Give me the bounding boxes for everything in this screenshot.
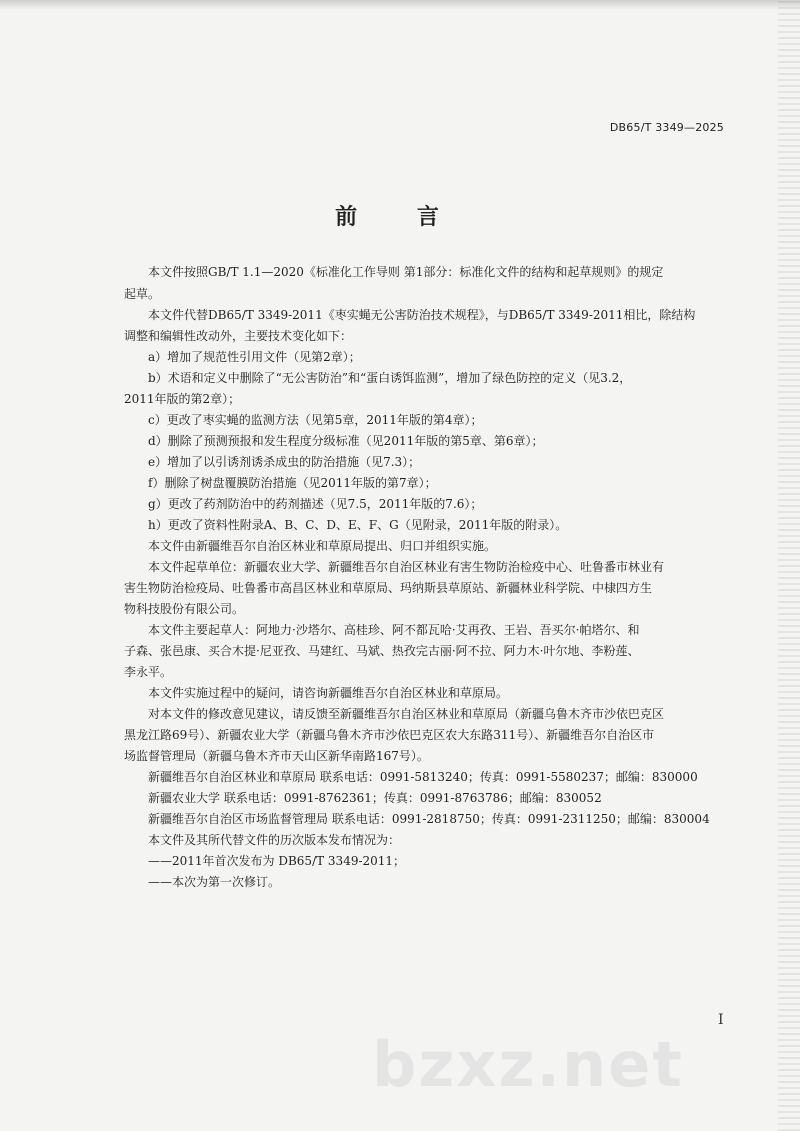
foreword-line: h）更改了资料性附录A、B、C、D、E、F、G（见附录，2011年版的附录）。 <box>148 518 568 532</box>
foreword-line: ——2011年首次发布为 DB65/T 3349-2011； <box>148 854 406 868</box>
foreword-line: 2011年版的第2章）； <box>124 392 241 406</box>
foreword-line: 本文件按照GB/T 1.1—2020《标准化工作导则 第1部分：标准化文件的结构和起草规则》的规定 <box>148 265 664 279</box>
scan-edge-right <box>778 0 800 1131</box>
page-number: I <box>718 1012 724 1028</box>
foreword-line: 害生物防治检疫局、吐鲁番市高昌区林业和草原局、玛纳斯县草原站、新疆林业科学院、中棣四方生 <box>124 581 653 595</box>
foreword-line: d）删除了预测预报和发生程度分级标准（见2011年版的第5章、第6章）； <box>148 434 544 448</box>
foreword-line: 新疆维吾尔自治区市场监督管理局 联系电话：0991-2818750；传真：0991-2311250；邮编：830004 <box>148 812 710 826</box>
foreword-line: 子森、张邑康、买合木提·尼亚孜、马建红、马斌、热孜完古丽·阿不拉、阿力木·叶尔地、李粉莲、 <box>124 644 640 658</box>
foreword-line: b）术语和定义中删除了“无公害防治”和“蛋白诱饵监测”，增加了绿色防控的定义（见3.2， <box>148 371 632 385</box>
foreword-line: e）增加了以引诱剂诱杀成虫的防治措施（见7.3）； <box>148 455 421 469</box>
foreword-line: 本文件实施过程中的疑问，请咨询新疆维吾尔自治区林业和草原局。 <box>148 686 509 700</box>
page-title: 前 言 <box>335 205 465 230</box>
site-watermark: bzxz.net <box>372 1028 684 1101</box>
foreword-line: 本文件起草单位：新疆农业大学、新疆维吾尔自治区林业有害生物防治检疫中心、吐鲁番市林业有 <box>148 560 665 574</box>
foreword-line: c）更改了枣实蝇的监测方法（见第5章，2011年版的第4章）； <box>148 413 483 427</box>
foreword-line: 物科技股份有限公司。 <box>124 602 245 616</box>
foreword-line: 本文件主要起草人：阿地力·沙塔尔、高桂珍、阿不都瓦哈·艾再孜、王岩、吾买尔·帕塔尔、和 <box>148 623 640 637</box>
foreword-line: 新疆农业大学 联系电话：0991-8762361；传真：0991-8763786；邮编：830052 <box>148 791 602 805</box>
foreword-line: ——本次为第一次修订。 <box>148 875 281 889</box>
foreword-line: 本文件及其所代替文件的历次版本发布情况为： <box>148 833 401 847</box>
standard-number: DB65/T 3349—2025 <box>609 121 724 134</box>
foreword-line: 黑龙江路69号）、新疆农业大学（新疆乌鲁木齐市沙依巴克区农大东路311号）、新疆维吾尔自治区市 <box>124 728 655 742</box>
foreword-line: g）更改了药剂防治中的药剂描述（见7.5，2011年版的7.6）； <box>148 497 483 511</box>
foreword-line: 调整和编辑性改动外，主要技术变化如下： <box>124 329 353 343</box>
foreword-line: 本文件代替DB65/T 3349-2011《枣实蝇无公害防治技术规程》，与DB65/T 3349-2011相比，除结构 <box>148 308 696 322</box>
foreword-line: 本文件由新疆维吾尔自治区林业和草原局提出、归口并组织实施。 <box>148 539 497 553</box>
foreword-line: 对本文件的修改意见建议，请反馈至新疆维吾尔自治区林业和草原局（新疆乌鲁木齐市沙依巴克区 <box>148 707 665 721</box>
foreword-line: 场监督管理局（新疆乌鲁木齐市天山区新华南路167号）。 <box>124 749 429 763</box>
foreword-line: 起草。 <box>124 287 161 301</box>
scan-edge-top <box>0 0 800 10</box>
foreword-line: 李永平。 <box>124 665 173 679</box>
foreword-line: f）删除了树盘覆膜防治措施（见2011年版的第7章）； <box>148 476 437 490</box>
foreword-line: 新疆维吾尔自治区林业和草原局 联系电话：0991-5813240；传真：0991-5580237；邮编：830000 <box>148 770 698 784</box>
foreword-line: a）增加了规范性引用文件（见第2章）； <box>148 350 361 364</box>
